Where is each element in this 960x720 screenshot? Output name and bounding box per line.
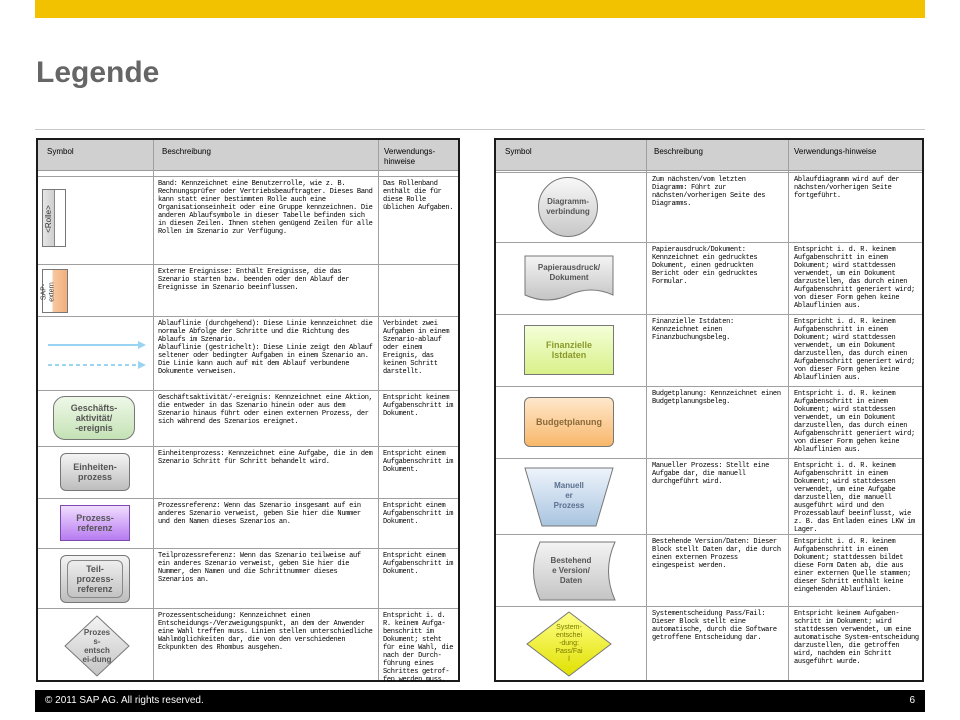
legend-table-right bbox=[494, 138, 924, 682]
legend-table-left bbox=[36, 138, 460, 682]
table-row bbox=[38, 316, 458, 390]
footer-bar bbox=[35, 690, 925, 712]
row-description: Prozessentscheidung: Kennzeichnet einen Entscheidungs-/Verzweigungspunkt, an dem der Anwender eine Wahl treffen muss. Linien stellen unterschiedliche Wahlmöglichkeiten dar, die von den verschiedenen Eckpunkten des Rhombus ausgehen. bbox=[158, 612, 373, 652]
row-usage: Entspricht i. d. R. keinem Aufgabenschritt in einem Dokument; wird stattdessen verwendet, um ein Dokument darzustellen, das durch einen Aufgabenschritt generiert wird; von dieser Form gehen keine Ablauflinien aus. bbox=[794, 318, 915, 382]
footer-copyright: © 2011 SAP AG. All rights reserved. bbox=[45, 695, 204, 706]
footer-area bbox=[0, 690, 960, 720]
row-usage: Entspricht i. d. R. keinem Aufgabenschritt in einem Dokument; wird stattdessen verwendet, um eine Aufgabe darzustellen, die manuell ausgeführt wird und den Prozessablauf beeinflusst, wie z. B. das Entladen eines LKW im Lager. bbox=[794, 462, 915, 534]
row-description: Externe Ereignisse: Enthält Ereignisse, die das Szenario starten bzw. beenden oder den Ablauf der Ereignisse im Szenario beeinflussen. bbox=[158, 268, 350, 292]
role-band-symbol bbox=[42, 189, 66, 247]
table-row bbox=[496, 534, 922, 606]
diagram-connector-symbol: Diagramm- verbindung bbox=[538, 177, 598, 237]
subprocess-reference-symbol bbox=[60, 555, 130, 603]
top-accent-bar bbox=[35, 0, 925, 18]
row-usage: Verbindet zwei Aufgaben in einem Szenario-ablauf oder einem Ereignis, das keinen Schritt darstellt. bbox=[383, 320, 450, 376]
document-symbol-label: Papierausdruck/ Dokument bbox=[537, 263, 601, 282]
row-description: Band: Kennzeichnet eine Benutzerrolle, wie z. B. Rechnungsprüfer oder Vertriebsbeauftragter. Dieses Band kann statt einer bestimmten Rolle auch eine Organisationseinheit oder eine Gruppe kennzeichnen. Die anderen Ablaufsymbole in dieser Tabelle befinden sich in diesen Zeilen. Ihnen stehen genügend Zeilen für alle Rollen im Szenario zur Verfügung. bbox=[158, 180, 373, 236]
row-description: Papierausdruck/Dokument: Kennzeichnet ein gedrucktes Dokument, einen gedruckten Bericht oder ein gedrucktes Formular. bbox=[652, 246, 758, 286]
row-description: Ablauflinie (durchgehend): Diese Linie kennzeichnet die normale Abfolge der Schritte und die Richtung des Ablaufs im Szenario. Ablauflinie (gestrichelt): Diese Linie zeigt den Ablauf seltener oder bedingter Aufgaben in einem Szenario an. Die Linie kann auch auf mit dem Ablauf verbundene Dokumente verweisen. bbox=[158, 320, 373, 376]
row-usage: Entspricht einem Aufgabenschritt im Dokument. bbox=[383, 450, 454, 474]
table-row bbox=[496, 172, 922, 242]
existing-data-label: Bestehend e Version/ Daten bbox=[550, 556, 592, 585]
header-description: Beschreibung bbox=[654, 147, 703, 156]
budget-planning-symbol: Budgetplanung bbox=[524, 397, 614, 447]
business-event-symbol: Geschäfts- aktivität/ -ereignis bbox=[53, 396, 135, 440]
table-row bbox=[38, 548, 458, 608]
process-reference-symbol: Prozess- referenz bbox=[60, 505, 130, 541]
table-row bbox=[38, 176, 458, 264]
header-usage: Verwendungs-hinweise bbox=[794, 147, 877, 156]
external-event-symbol bbox=[42, 269, 68, 313]
header-usage: Verwendungs- hinweise bbox=[384, 147, 436, 166]
flow-line-icons bbox=[46, 335, 148, 375]
table-header bbox=[38, 140, 458, 171]
header-symbol: Symbol bbox=[47, 147, 74, 156]
table-row bbox=[496, 242, 922, 314]
row-usage: Entspricht einem Aufgabenschritt im Dokument. bbox=[383, 552, 454, 576]
row-usage: Entspricht einem Aufgabenschritt im Dokument. bbox=[383, 502, 454, 526]
table-row bbox=[496, 386, 922, 458]
symbol-label: <Rolle> bbox=[43, 205, 53, 233]
row-description: Zum nächsten/vom letzten Diagramm: Führt zur nächsten/vorherigen Seite des Diagramms. bbox=[652, 176, 766, 208]
row-description: Finanzielle Istdaten: Kennzeichnet einen Finanzbuchungsbeleg. bbox=[652, 318, 734, 342]
title-divider bbox=[35, 129, 925, 130]
table-row bbox=[38, 264, 458, 316]
table-row bbox=[38, 390, 458, 446]
page-title: Legende bbox=[36, 56, 160, 89]
manual-process-label: Manuell er Prozess bbox=[553, 481, 585, 510]
system-decision-label: System- entschei -dung: Pass/Fai l bbox=[555, 624, 583, 663]
header-description: Beschreibung bbox=[162, 147, 211, 156]
decision-symbol-label: Prozes s- entsch ei-dung bbox=[82, 628, 112, 664]
symbol-label: SAP- extern bbox=[40, 282, 56, 302]
row-description: Systementscheidung Pass/Fail: Dieser Block stellt eine automatische, durch die Software getroffene Entscheidung dar. bbox=[652, 610, 777, 642]
row-description: Teilprozessreferenz: Wenn das Szenario teilweise auf ein anderes Szenario verweist, geben Sie hier die Nummer, den Namen und die Schrittnummer dieses Szenarios an. bbox=[158, 552, 361, 584]
table-row bbox=[38, 446, 458, 498]
row-usage: Das Rollenband enthält die für diese Rolle üblichen Aufgaben. bbox=[383, 180, 454, 212]
row-usage: Entspricht i. d. R. keinem Aufgabenschritt in einem Dokument; wird stattdessen verwendet, um ein Dokument darzustellen, das durch einen Aufgabenschritt generiert wird; von dieser Form gehen keine Ablauflinien aus. bbox=[794, 246, 915, 310]
row-description: Bestehende Version/Daten: Dieser Block stellt Daten dar, die durch einen externen Prozess eingespeist werden. bbox=[652, 538, 781, 570]
table-row bbox=[38, 498, 458, 548]
row-usage: Ablaufdiagramm wird auf der nächsten/vorherigen Seite fortgeführt. bbox=[794, 176, 900, 200]
row-description: Budgetplanung: Kennzeichnet einen Budgetplanungsbeleg. bbox=[652, 390, 781, 406]
table-row bbox=[38, 608, 458, 682]
row-usage: Entspricht keinem Aufgabenschritt im Dokument. bbox=[383, 394, 454, 418]
header-symbol: Symbol bbox=[505, 147, 532, 156]
financial-actuals-symbol: Finanzielle Istdaten bbox=[524, 325, 614, 375]
unit-process-symbol: Einheiten- prozess bbox=[60, 453, 130, 491]
row-description: Prozessreferenz: Wenn das Szenario insgesamt auf ein anderes Szenario verweist, geben Sie hier die Nummer und den Namen dieses Szenarios an. bbox=[158, 502, 361, 526]
page-number: 6 bbox=[909, 695, 915, 706]
row-description: Manueller Prozess: Stellt eine Aufgabe dar, die manuell durchgeführt wird. bbox=[652, 462, 770, 486]
row-description: Einheitenprozess: Kennzeichnet eine Aufgabe, die in dem Szenario Schritt für Schritt behandelt wird. bbox=[158, 450, 373, 466]
row-usage: Entspricht i. d. R. keinem Aufga-benschritt im Dokument; steht für eine Wahl, die nach der Durch-führung eines Schrittes getrof-fen werden muss. bbox=[383, 612, 454, 684]
row-description: Geschäftsaktivität/-ereignis: Kennzeichnet eine Aktion, die entweder in das Szenario hinein oder aus dem Szenario hinaus führt oder einen externen Prozess, der sich während des Szenarios ereignet. bbox=[158, 394, 373, 426]
row-usage: Entspricht keinem Aufgaben-schritt im Dokument; wird stattdessen verwendet, um eine automatische System-entscheidung darzustellen, die getroffen wird, nachdem ein Schritt ausgeführt wurde. bbox=[794, 610, 919, 666]
table-header bbox=[496, 140, 922, 171]
row-usage: Entspricht i. d. R. keinem Aufgabenschritt in einem Dokument; stattdessen bildet diese Form Daten ab, die aus einer externen Quelle stammen; dieser Schritt enthält keine eingehenden Ablauflinien. bbox=[794, 538, 912, 594]
row-usage: Entspricht i. d. R. keinem Aufgabenschritt in einem Dokument; wird stattdessen verwendet, um ein Dokument darzustellen, das durch einen Aufgabenschritt generiert wird; von dieser Form gehen keine Ablauflinien aus. bbox=[794, 390, 915, 454]
table-row bbox=[496, 458, 922, 534]
symbol-label: Teil- prozess- referenz bbox=[76, 564, 114, 594]
table-row bbox=[496, 314, 922, 386]
table-row bbox=[496, 606, 922, 682]
